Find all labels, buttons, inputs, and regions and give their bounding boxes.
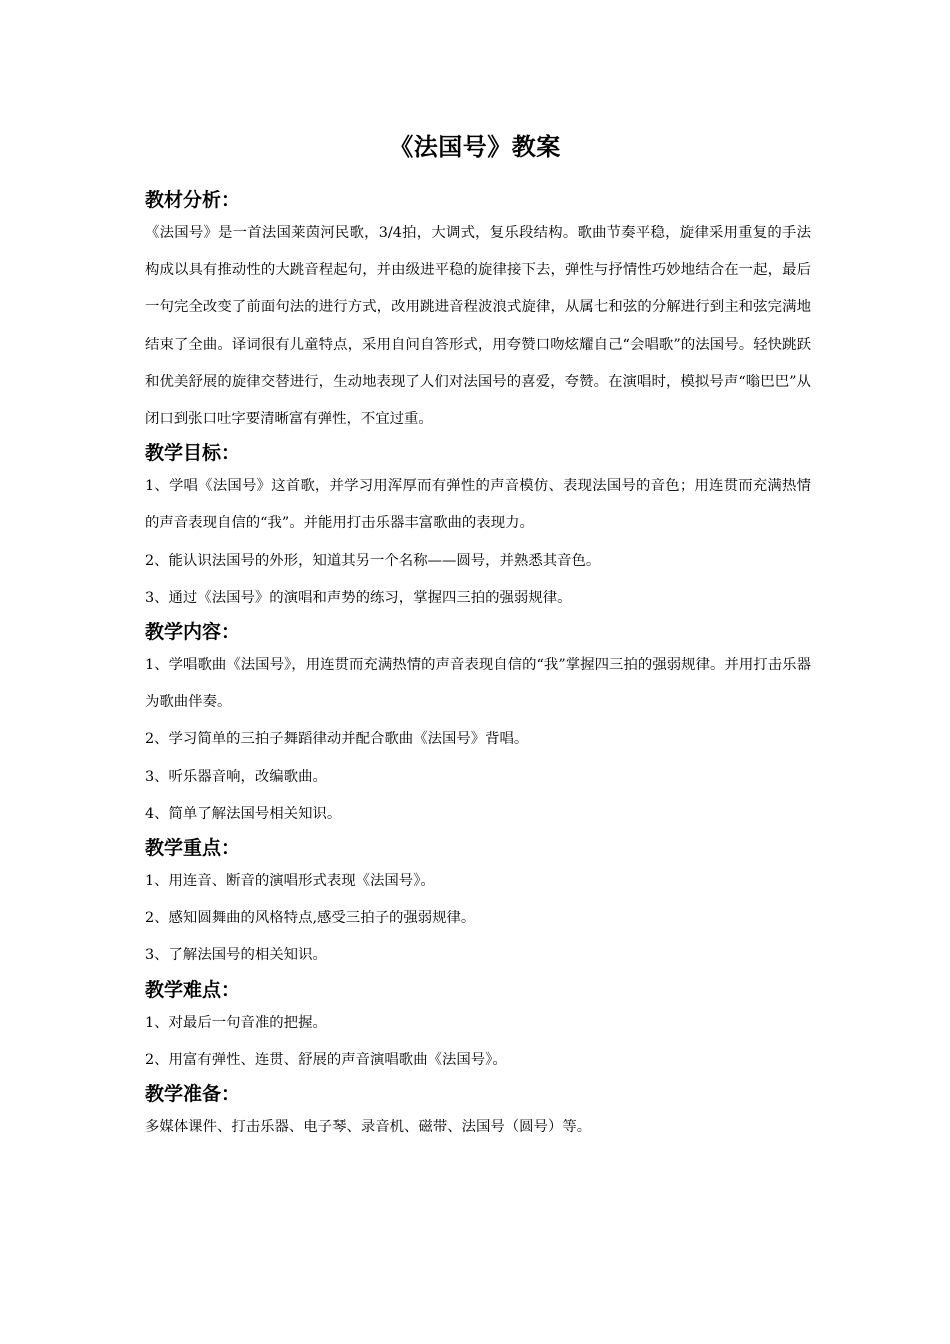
- preparation-paragraph: 多媒体课件、打击乐器、电子琴、录音机、磁带、法国号（圆号）等。: [145, 1119, 592, 1136]
- content-item: 2、学习简单的三拍子舞蹈律动并配合歌曲《法国号》背唱。: [145, 731, 529, 748]
- section-heading-difficulties: 教学难点：: [145, 978, 241, 1001]
- section-heading-analysis: 教材分析：: [145, 189, 241, 211]
- section-heading-key-points: 教学重点：: [145, 837, 241, 860]
- objective-item: 1、学唱《法国号》这首歌，并学习用浑厚而有弹性的声音模仿、表现法国号的音色；用连贯而充满热情的声音表现自信的“我”。并能用打击乐器丰富歌曲的表现力。: [145, 478, 811, 532]
- key-point-item: 1、用连音、断音的演唱形式表现《法国号》。: [145, 873, 435, 890]
- difficulty-item: 1、对最后一句音准的把握。: [145, 1014, 327, 1031]
- section-content: [145, 617, 811, 833]
- objective-item: 2、能认识法国号的外形，知道其另一个名称——圆号，并熟悉其音色。: [145, 552, 601, 569]
- analysis-paragraph: 《法国号》是一首法国莱茵河民歌，3/4拍，大调式，复乐段结构。歌曲节奏平稳，旋律采用重复的手法构成以具有推动性的大跳音程起句，并由级进平稳的旋律接下去，弹性与抒情性巧妙地结合在一起，最后一句完全改变了前面句法的进行方式，改用跳进音程波浪式旋律，从属七和弦的分解进行到主和弦完满地结束了全曲。译词很有儿童特点，采用自问自答形式，用夸赞口吻炫耀自己“会唱歌”的法国号。轻快跳跃和优美舒展的旋律交替进行，生动地表现了人们对法国号的喜爱，夸赞。在演唱时，模拟号声“嗡巴巴”从闭口到张口吐字要清晰富有弹性，不宜过重。: [145, 225, 811, 428]
- section-preparation: [145, 1079, 811, 1146]
- section-heading-content: 教学内容：: [145, 621, 241, 644]
- content-item: 4、简单了解法国号相关知识。: [145, 805, 342, 822]
- difficulty-item: 2、用富有弹性、连贯、舒展的声音演唱歌曲《法国号》。: [145, 1051, 507, 1068]
- key-point-item: 2、感知圆舞曲的风格特点,感受三拍子的强弱规律。: [145, 910, 476, 927]
- objective-item: 3、通过《法国号》的演唱和声势的练习，掌握四三拍的强弱规律。: [145, 589, 572, 606]
- document-body: [145, 185, 811, 1146]
- section-analysis: [145, 185, 811, 438]
- section-heading-preparation: 教学准备：: [145, 1083, 241, 1106]
- section-objectives: [145, 438, 811, 617]
- content-item: 3、听乐器音响，改编歌曲。: [145, 768, 327, 785]
- section-difficulties: [145, 975, 811, 1079]
- key-point-item: 3、了解法国号的相关知识。: [145, 947, 327, 964]
- document-title: 《法国号》教案: [389, 133, 561, 161]
- section-heading-objectives: 教学目标：: [145, 442, 241, 465]
- section-key-points: [145, 833, 811, 975]
- content-item: 1、学唱歌曲《法国号》，用连贯而充满热情的声音表现自信的“我”掌握四三拍的强弱规律。并用打击乐器为歌曲伴奏。: [145, 657, 811, 711]
